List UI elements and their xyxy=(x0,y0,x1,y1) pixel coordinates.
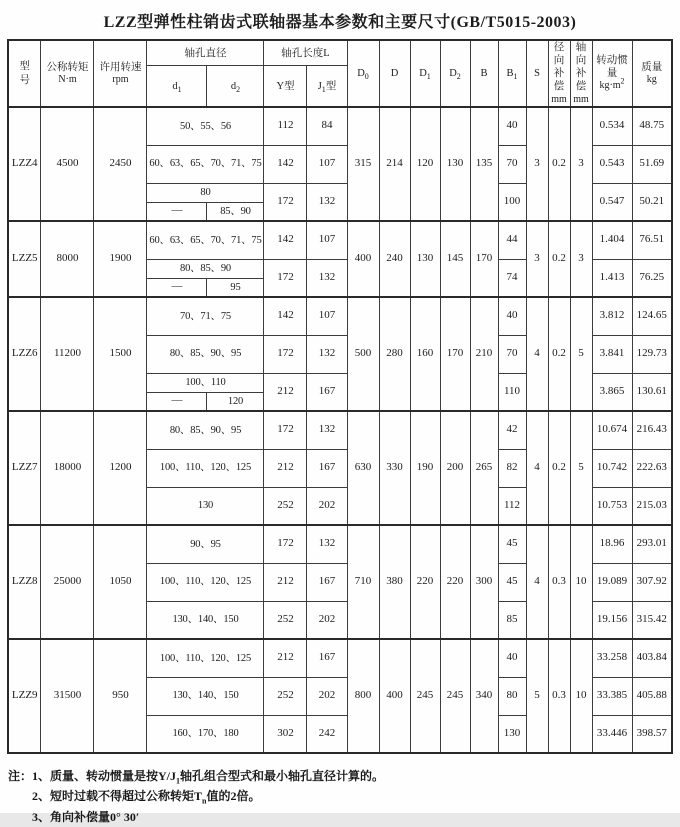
mass-cell: 76.25 xyxy=(632,259,672,297)
dim-d2-cell: 200 xyxy=(440,411,470,525)
dim-radial-cell: 0.3 xyxy=(548,639,570,753)
footnote-1 xyxy=(32,766,384,786)
footnote-2-pre: 2、短时过载不得超过公称转矩T xyxy=(32,789,203,804)
footnote-1-sub: 1 xyxy=(176,776,181,786)
mass-cell: 398.57 xyxy=(632,715,672,753)
inertia-cell: 3.841 xyxy=(592,335,632,373)
inertia-cell: 33.446 xyxy=(592,715,632,753)
col-header-b1 xyxy=(498,40,526,107)
dim-b1-cell: 40 xyxy=(498,297,526,335)
col-header-d: D xyxy=(379,40,410,107)
dim-b-cell: 210 xyxy=(470,297,498,411)
inertia-unit xyxy=(594,77,631,93)
d0-base: D xyxy=(357,67,365,79)
dim-axial-cell: 10 xyxy=(570,639,592,753)
inertia-cell: 1.404 xyxy=(592,221,632,259)
dim-axial-cell: 5 xyxy=(570,297,592,411)
dim-d2-cell: 170 xyxy=(440,297,470,411)
mass-cell: 76.51 xyxy=(632,221,672,259)
dim-radial-cell: 0.2 xyxy=(548,411,570,525)
col-header-model-line2: 号 xyxy=(19,74,30,86)
dim-d0-cell: 710 xyxy=(347,525,379,639)
col-header-inertia xyxy=(592,40,632,107)
footnote-2-post: 值的2倍。 xyxy=(206,789,261,804)
length-y-cell: 142 xyxy=(264,145,307,183)
length-j1-cell: 242 xyxy=(307,715,347,753)
table-row xyxy=(8,297,672,335)
speed-cell: 1500 xyxy=(94,297,147,411)
spec-table xyxy=(7,39,673,754)
bore-d2-cell: 95 xyxy=(207,278,264,297)
speed-cell: 1900 xyxy=(94,221,147,297)
dim-b1-cell: 74 xyxy=(498,259,526,297)
axial-unit: mm xyxy=(573,93,589,105)
dim-s-cell: 4 xyxy=(526,411,548,525)
radial-label1: 径向 xyxy=(553,42,565,67)
length-j1-cell: 202 xyxy=(307,601,347,639)
torque-label: 公称转矩 xyxy=(46,61,89,73)
mass-cell: 405.88 xyxy=(632,677,672,715)
length-y-cell: 172 xyxy=(264,183,307,221)
speed-cell: 1200 xyxy=(94,411,147,525)
dim-d2-cell: 130 xyxy=(440,107,470,221)
dim-d-cell: 214 xyxy=(379,107,410,221)
speed-label: 许用转速 xyxy=(99,61,142,73)
dim-d0-cell: 500 xyxy=(347,297,379,411)
dim-d0-cell: 400 xyxy=(347,221,379,297)
d2-sub: 2 xyxy=(236,84,241,94)
dim-d1-cell: 190 xyxy=(410,411,440,525)
dim-s-cell: 4 xyxy=(526,297,548,411)
bore-dia-cell: 160、170、180 xyxy=(147,715,264,753)
dim-radial-cell: 0.2 xyxy=(548,297,570,411)
length-j1-cell: 132 xyxy=(307,335,347,373)
length-y-cell: 302 xyxy=(264,715,307,753)
dim-d1-cell: 160 xyxy=(410,297,440,411)
bore-dia-cell: 90、95 xyxy=(147,525,264,563)
length-j1-cell: 132 xyxy=(307,411,347,449)
col-header-d0 xyxy=(347,40,379,107)
dim-axial-cell: 3 xyxy=(570,107,592,221)
dim-b1-cell: 85 xyxy=(498,601,526,639)
mass-cell: 129.73 xyxy=(632,335,672,373)
bore-d2-cell: 85、90 xyxy=(207,202,264,221)
dim-axial-cell: 5 xyxy=(570,411,592,525)
bore-dia-cell: 100、110 xyxy=(147,373,264,392)
dim-b1-cell: 45 xyxy=(498,563,526,601)
footnote-2-sub: n xyxy=(202,796,207,806)
dim-b1-cell: 40 xyxy=(498,107,526,145)
inertia-cell: 0.534 xyxy=(592,107,632,145)
dim2-sub: 2 xyxy=(456,72,461,82)
col-header-d1-dim xyxy=(410,40,440,107)
b1-base: B xyxy=(506,67,514,79)
inertia-cell: 10.753 xyxy=(592,487,632,525)
dim-b1-cell: 45 xyxy=(498,525,526,563)
torque-cell: 4500 xyxy=(41,107,94,221)
footnote-3-pre: 3、角向补偿量0° 30′ xyxy=(32,809,140,824)
dim-axial-cell: 3 xyxy=(570,221,592,297)
mass-cell: 48.75 xyxy=(632,107,672,145)
dim1-sub: 1 xyxy=(426,72,431,82)
length-j1-cell: 202 xyxy=(307,677,347,715)
dim-s-cell: 3 xyxy=(526,221,548,297)
dim-axial-cell: 10 xyxy=(570,525,592,639)
dim-b-cell: 340 xyxy=(470,639,498,753)
length-j1-cell: 132 xyxy=(307,183,347,221)
dim-d1-cell: 130 xyxy=(410,221,440,297)
col-header-s: S xyxy=(526,40,548,107)
inertia-cell: 0.543 xyxy=(592,145,632,183)
mass-cell: 293.01 xyxy=(632,525,672,563)
dim-radial-cell: 0.2 xyxy=(548,107,570,221)
bore-dia-cell: 60、63、65、70、71、75 xyxy=(147,145,264,183)
dim-radial-cell: 0.3 xyxy=(548,525,570,639)
length-y-cell: 212 xyxy=(264,639,307,677)
dim-d-cell: 400 xyxy=(379,639,410,753)
dim-d-cell: 280 xyxy=(379,297,410,411)
bore-d2-cell: 120 xyxy=(207,392,264,411)
dim-s-cell: 3 xyxy=(526,107,548,221)
inertia-cell: 10.674 xyxy=(592,411,632,449)
dim-b1-cell: 70 xyxy=(498,145,526,183)
dim-d2-cell: 245 xyxy=(440,639,470,753)
col-header-d2-dim xyxy=(440,40,470,107)
d2-base: d xyxy=(230,80,237,92)
footnote-3 xyxy=(32,807,384,827)
bore-d1-cell: — xyxy=(147,202,207,221)
length-y-cell: 252 xyxy=(264,601,307,639)
mass-label: 质量 xyxy=(641,61,663,73)
inertia-cell: 10.742 xyxy=(592,449,632,487)
col-header-radial xyxy=(548,40,570,107)
bore-d1-cell: — xyxy=(147,278,207,297)
torque-cell: 31500 xyxy=(41,639,94,753)
torque-cell: 25000 xyxy=(41,525,94,639)
dim-b-cell: 170 xyxy=(470,221,498,297)
length-j1-cell: 202 xyxy=(307,487,347,525)
mass-cell: 216.43 xyxy=(632,411,672,449)
dim-b1-cell: 42 xyxy=(498,411,526,449)
length-y-cell: 252 xyxy=(264,677,307,715)
axial-label1: 轴向 xyxy=(575,42,587,67)
model-cell: LZZ5 xyxy=(8,221,41,297)
inertia-label: 转动惯量 xyxy=(596,55,628,80)
dim-b1-cell: 40 xyxy=(498,639,526,677)
footnote-2 xyxy=(32,786,384,806)
mass-cell: 51.69 xyxy=(632,145,672,183)
speed-cell: 2450 xyxy=(94,107,147,221)
table-row xyxy=(8,639,672,677)
mass-cell: 124.65 xyxy=(632,297,672,335)
inertia-cell: 3.865 xyxy=(592,373,632,411)
mass-cell: 315.42 xyxy=(632,601,672,639)
mass-cell: 215.03 xyxy=(632,487,672,525)
dim-b1-cell: 100 xyxy=(498,183,526,221)
inertia-cell: 19.089 xyxy=(592,563,632,601)
inertia-cell: 33.258 xyxy=(592,639,632,677)
dim-d2-cell: 220 xyxy=(440,525,470,639)
length-j1-cell: 107 xyxy=(307,297,347,335)
col-header-d2-bore xyxy=(207,66,264,107)
length-y-cell: 172 xyxy=(264,411,307,449)
bore-dia-cell: 130、140、150 xyxy=(147,601,264,639)
mass-cell: 403.84 xyxy=(632,639,672,677)
col-header-y-type: Y型 xyxy=(264,66,307,107)
torque-cell: 11200 xyxy=(41,297,94,411)
inertia-cell: 3.812 xyxy=(592,297,632,335)
dim-d2-cell: 145 xyxy=(440,221,470,297)
dim-b1-cell: 70 xyxy=(498,335,526,373)
dim1-base: D xyxy=(419,67,427,79)
col-header-d1-bore xyxy=(147,66,207,107)
bore-dia-cell: 70、71、75 xyxy=(147,297,264,335)
footnote-1-pre: 1、质量、转动惯量是按Y/J xyxy=(32,769,177,783)
footnote-1-post: 轴孔组合型式和最小轴孔直径计算的。 xyxy=(180,769,385,783)
speed-cell: 950 xyxy=(94,639,147,753)
mass-cell: 130.61 xyxy=(632,373,672,411)
dim-b-cell: 300 xyxy=(470,525,498,639)
length-j1-cell: 167 xyxy=(307,373,347,411)
col-header-speed xyxy=(94,40,147,107)
length-j1-cell: 107 xyxy=(307,221,347,259)
torque-cell: 18000 xyxy=(41,411,94,525)
col-header-bore-length: 轴孔长度L xyxy=(264,40,347,66)
j1-pre: J xyxy=(317,80,322,92)
bore-dia-cell: 80、85、90、95 xyxy=(147,411,264,449)
length-j1-cell: 132 xyxy=(307,259,347,297)
model-cell: LZZ9 xyxy=(8,639,41,753)
footnotes-items xyxy=(32,766,384,827)
dim-s-cell: 5 xyxy=(526,639,548,753)
inertia-unit-sup: 2 xyxy=(620,77,625,87)
length-y-cell: 142 xyxy=(264,221,307,259)
col-header-mass xyxy=(632,40,672,107)
mass-cell: 307.92 xyxy=(632,563,672,601)
dim-d-cell: 380 xyxy=(379,525,410,639)
dim-d1-cell: 245 xyxy=(410,639,440,753)
model-cell: LZZ7 xyxy=(8,411,41,525)
dim-radial-cell: 0.2 xyxy=(548,221,570,297)
bore-dia-cell: 50、55、56 xyxy=(147,107,264,145)
dim-d-cell: 330 xyxy=(379,411,410,525)
mass-unit: kg xyxy=(646,73,657,85)
length-j1-cell: 107 xyxy=(307,145,347,183)
radial-label2: 补偿 xyxy=(553,68,565,93)
dim-b1-cell: 110 xyxy=(498,373,526,411)
length-y-cell: 252 xyxy=(264,487,307,525)
dim-b1-cell: 112 xyxy=(498,487,526,525)
j1-post: 型 xyxy=(325,80,337,92)
inertia-cell: 1.413 xyxy=(592,259,632,297)
table-row xyxy=(8,525,672,563)
axial-label2: 补偿 xyxy=(575,68,587,93)
bore-dia-cell: 100、110、120、125 xyxy=(147,563,264,601)
length-j1-cell: 167 xyxy=(307,563,347,601)
length-y-cell: 212 xyxy=(264,563,307,601)
length-y-cell: 172 xyxy=(264,525,307,563)
inertia-cell: 0.547 xyxy=(592,183,632,221)
col-header-bore-diameter: 轴孔直径 xyxy=(147,40,264,66)
length-y-cell: 142 xyxy=(264,297,307,335)
dim-d0-cell: 800 xyxy=(347,639,379,753)
dim-b1-cell: 130 xyxy=(498,715,526,753)
mass-cell: 50.21 xyxy=(632,183,672,221)
torque-cell: 8000 xyxy=(41,221,94,297)
table-row xyxy=(8,221,672,259)
dim2-base: D xyxy=(449,67,457,79)
bore-dia-cell: 80 xyxy=(147,183,264,202)
dim-d1-cell: 220 xyxy=(410,525,440,639)
page-title: LZZ型弹性柱销齿式联轴器基本参数和主要尺寸(GB/T5015-2003) xyxy=(103,14,577,31)
table-row xyxy=(8,411,672,449)
inertia-cell: 19.156 xyxy=(592,601,632,639)
inertia-cell: 33.385 xyxy=(592,677,632,715)
bore-d1-cell: — xyxy=(147,392,207,411)
dim-d1-cell: 120 xyxy=(410,107,440,221)
length-j1-cell: 167 xyxy=(307,449,347,487)
bore-dia-cell: 60、63、65、70、71、75 xyxy=(147,221,264,259)
dim-b1-cell: 44 xyxy=(498,221,526,259)
d1-sub: 1 xyxy=(177,84,182,94)
d1-base: d xyxy=(172,80,178,92)
dim-b1-cell: 82 xyxy=(498,449,526,487)
dim-b-cell: 135 xyxy=(470,107,498,221)
dim-d0-cell: 315 xyxy=(347,107,379,221)
dim-s-cell: 4 xyxy=(526,525,548,639)
inertia-unit-pre: kg·m xyxy=(599,80,621,92)
j1-sub: 1 xyxy=(321,84,326,94)
dim-d-cell: 240 xyxy=(379,221,410,297)
length-y-cell: 212 xyxy=(264,449,307,487)
table-row xyxy=(8,107,672,145)
dim-d0-cell: 630 xyxy=(347,411,379,525)
col-header-model xyxy=(8,40,41,107)
mass-cell: 222.63 xyxy=(632,449,672,487)
bore-dia-cell: 130 xyxy=(147,487,264,525)
speed-cell: 1050 xyxy=(94,525,147,639)
model-cell: LZZ4 xyxy=(8,107,41,221)
length-y-cell: 172 xyxy=(264,335,307,373)
col-header-b: B xyxy=(470,40,498,107)
model-cell: LZZ6 xyxy=(8,297,41,411)
model-cell: LZZ8 xyxy=(8,525,41,639)
col-header-torque xyxy=(41,40,94,107)
length-y-cell: 112 xyxy=(264,107,307,145)
bore-dia-cell: 100、110、120、125 xyxy=(147,639,264,677)
b1-sub: 1 xyxy=(513,72,518,82)
length-y-cell: 172 xyxy=(264,259,307,297)
footnotes xyxy=(8,766,680,827)
dim-b-cell: 265 xyxy=(470,411,498,525)
radial-unit: mm xyxy=(551,93,567,105)
footnotes-label: 注： xyxy=(8,769,33,783)
bore-dia-cell: 100、110、120、125 xyxy=(147,449,264,487)
bore-dia-cell: 130、140、150 xyxy=(147,677,264,715)
dim-b1-cell: 80 xyxy=(498,677,526,715)
length-j1-cell: 167 xyxy=(307,639,347,677)
bore-dia-cell: 80、85、90 xyxy=(147,259,264,278)
torque-unit: N·m xyxy=(58,73,77,85)
col-header-axial xyxy=(570,40,592,107)
d0-sub: 0 xyxy=(364,72,369,82)
length-y-cell: 212 xyxy=(264,373,307,411)
length-j1-cell: 132 xyxy=(307,525,347,563)
bore-dia-cell: 80、85、90、95 xyxy=(147,335,264,373)
length-j1-cell: 84 xyxy=(307,107,347,145)
inertia-cell: 18.96 xyxy=(592,525,632,563)
col-header-j1-type xyxy=(307,66,347,107)
speed-unit: rpm xyxy=(112,73,129,85)
col-header-model-line1: 型 xyxy=(19,61,30,73)
